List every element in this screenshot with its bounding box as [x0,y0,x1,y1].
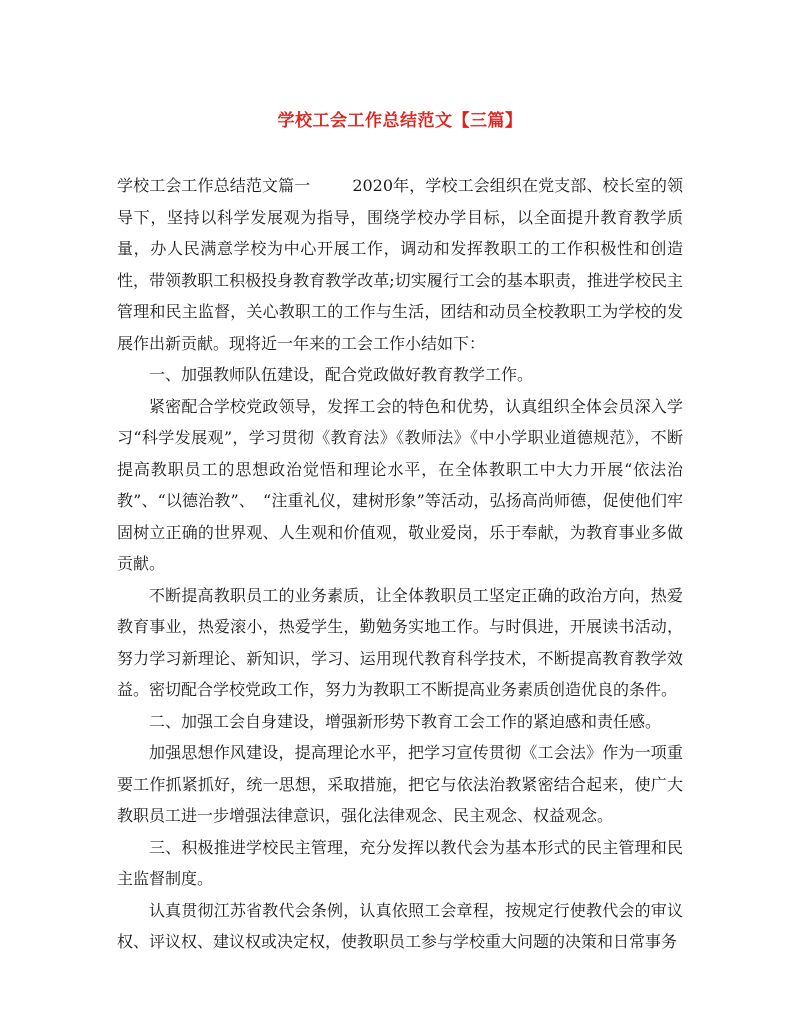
document-title: 学校工会工作总结范文【三篇】 [277,111,523,131]
section-heading-3: 三、积极推进学校民主管理，充分发挥以教代会为基本形式的民主管理和民主监督制度。 [117,837,683,888]
section-heading-2: 二、加强工会自身建设，增强新形势下教育工会工作的紧迫感和责任感。 [149,711,662,731]
intro-lead: 学校工会工作总结范文篇一 [117,176,311,195]
body-paragraph: 认真贯彻江苏省教代会条例，认真依照工会章程，按规定行使教代会的审议权、评议权、建议权或决定权，使教职员工参与学校重大问题的决策和日常事务 [117,900,683,951]
intro-paragraph [117,170,683,359]
intro-body: 2020年，学校工会组织在党支部、校长室的领导下，坚持以科学发展观为指导，围绕学校办学目标，以全面提升教育教学质量，办人民满意学校为中心开展工作，调动和发挥教职工的工作积极性和创造性，带领教职工积极投身教育教学改革;切实履行工会的基本职责，推进学校民主管理和民主监督，关心教职工的工作与生活，团结和动员全校教职工为学校的发展作出新贡献。现将近一年来的工会工作小结如下： [117,176,683,353]
section-heading-1: 一、加强教师队伍建设，配合党政做好教育教学工作。 [149,365,534,384]
body-paragraph: 不断提高教职员工的业务素质，让全体教职员工坚定正确的政治方向，热爱教育事业，热爱滚小，热爱学生，勤勉务实地工作。与时俱进，开展读书活动，努力学习新理论、新知识，学习、运用现代教育科学技术，不断提高教育教学效益。密切配合学校党政工作，努力为教职工不断提高业务素质创造优良的条件。 [117,585,683,699]
body-paragraph: 加强思想作风建设，提高理论水平，把学习宣传贯彻《工会法》作为一项重要工作抓紧抓好，统一思想，采取措施，把它与依法治教紧密结合起来，使广大教职员工进一步增强法律意识，强化法律观念、民主观念、权益观念。 [117,743,683,825]
body-paragraph: 紧密配合学校党政领导，发挥工会的特色和优势，认真组织全体会员深入学习“科学发展观”，学习贯彻《教育法》《教师法》《中小学职业道德规范》，不断提高教职员工的思想政治觉悟和理论水平，在全体教职工中大力开展“依法治教”、“以德治教”、 “注重礼仪，建树形象”等活动，弘扬高尚师德，促使他们牢固树立正确的世界观、人生观和价值观，敬业爱岗，乐于奉献，为教育事业多做贡献。 [117,396,683,573]
document-body [117,170,683,958]
